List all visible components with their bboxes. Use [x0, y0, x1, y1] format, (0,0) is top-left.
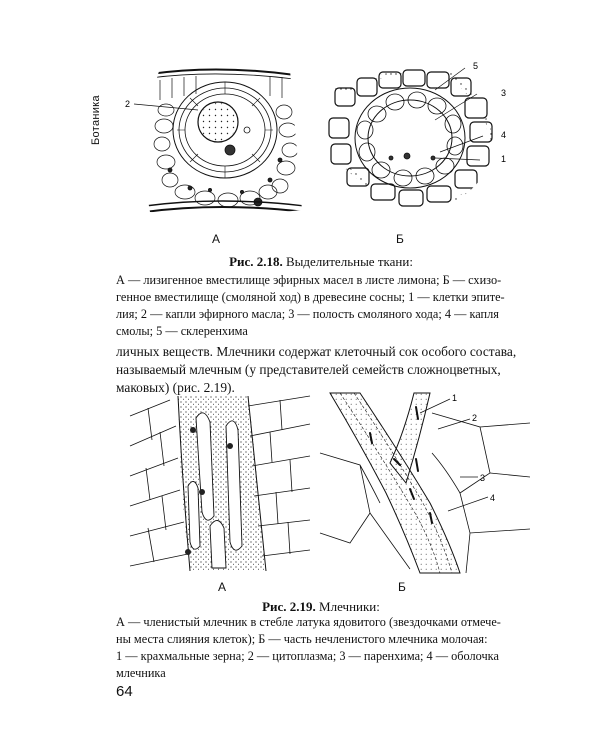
figure-2-19-b-illustration — [320, 393, 530, 573]
fig218-caption-line: А — лизигенное вместилище эфирных масел в листе лимона; Б — схизо- — [116, 273, 502, 287]
fig218-caption-body — [116, 272, 526, 340]
figure-2-18-b-illustration — [315, 58, 525, 218]
fig218b-callout-3: 3 — [501, 88, 507, 98]
fig219-caption-line: ны места слияния клеток); Б — часть нечленистого млечника молочая: — [116, 632, 488, 646]
running-header-side: Ботаника — [90, 95, 102, 145]
fig219b-callout-2: 2 — [472, 413, 478, 423]
body-paragraph — [116, 343, 526, 397]
fig219-caption-title-text: Млечники: — [319, 599, 380, 614]
figure-2-18-a-illustration — [124, 60, 305, 220]
fig219b-callout-4: 4 — [490, 493, 496, 503]
fig218-caption-line: лия; 2 — капли эфирного масла; 3 — полость смоляного хода; 4 — капля — [116, 307, 499, 321]
fig219-label-a: А — [218, 580, 227, 594]
body-line: личных веществ. Млечники содержат клеточный сок особого состава, — [116, 344, 517, 359]
fig218b-callout-4: 4 — [501, 130, 507, 140]
body-line: называемый млечным (у представителей семейств сложноцветных, — [116, 362, 501, 377]
fig218a-callout-2: 2 — [124, 99, 130, 109]
fig219-caption-line: 1 — крахмальные зерна; 2 — цитоплазма; 3 — паренхима; 4 — оболочка — [116, 649, 499, 663]
fig219-caption-number: Рис. 2.19. — [262, 599, 316, 614]
fig218b-callout-5: 5 — [473, 61, 479, 71]
fig219b-callout-3: 3 — [480, 473, 486, 483]
fig218-caption-title-text: Выделительные ткани: — [286, 254, 413, 269]
fig218-caption-line: смолы; 5 — склеренхима — [116, 324, 248, 338]
fig219-caption-body — [116, 614, 526, 682]
fig218-caption-line: генное вместилище (смоляной ход) в древесине сосны; 1 — клетки эпите- — [116, 290, 505, 304]
fig219b-callout-1: 1 — [452, 393, 458, 403]
fig219-caption-title — [116, 599, 526, 615]
fig218-label-b: Б — [396, 232, 404, 246]
fig219-label-b: Б — [398, 580, 406, 594]
fig219-caption-line: А — членистый млечник в стебле латука ядовитого (звездочками отмече- — [116, 615, 501, 629]
body-line: маковых) (рис. 2.19). — [116, 380, 235, 395]
fig218-caption-number: Рис. 2.18. — [229, 254, 283, 269]
fig218-caption-title — [116, 254, 526, 270]
figure-2-19-a-illustration — [130, 396, 310, 571]
fig218-label-a: А — [212, 232, 221, 246]
fig218b-callout-1: 1 — [501, 154, 507, 164]
page-number: 64 — [116, 683, 133, 700]
fig219-caption-line: млечника — [116, 666, 166, 680]
